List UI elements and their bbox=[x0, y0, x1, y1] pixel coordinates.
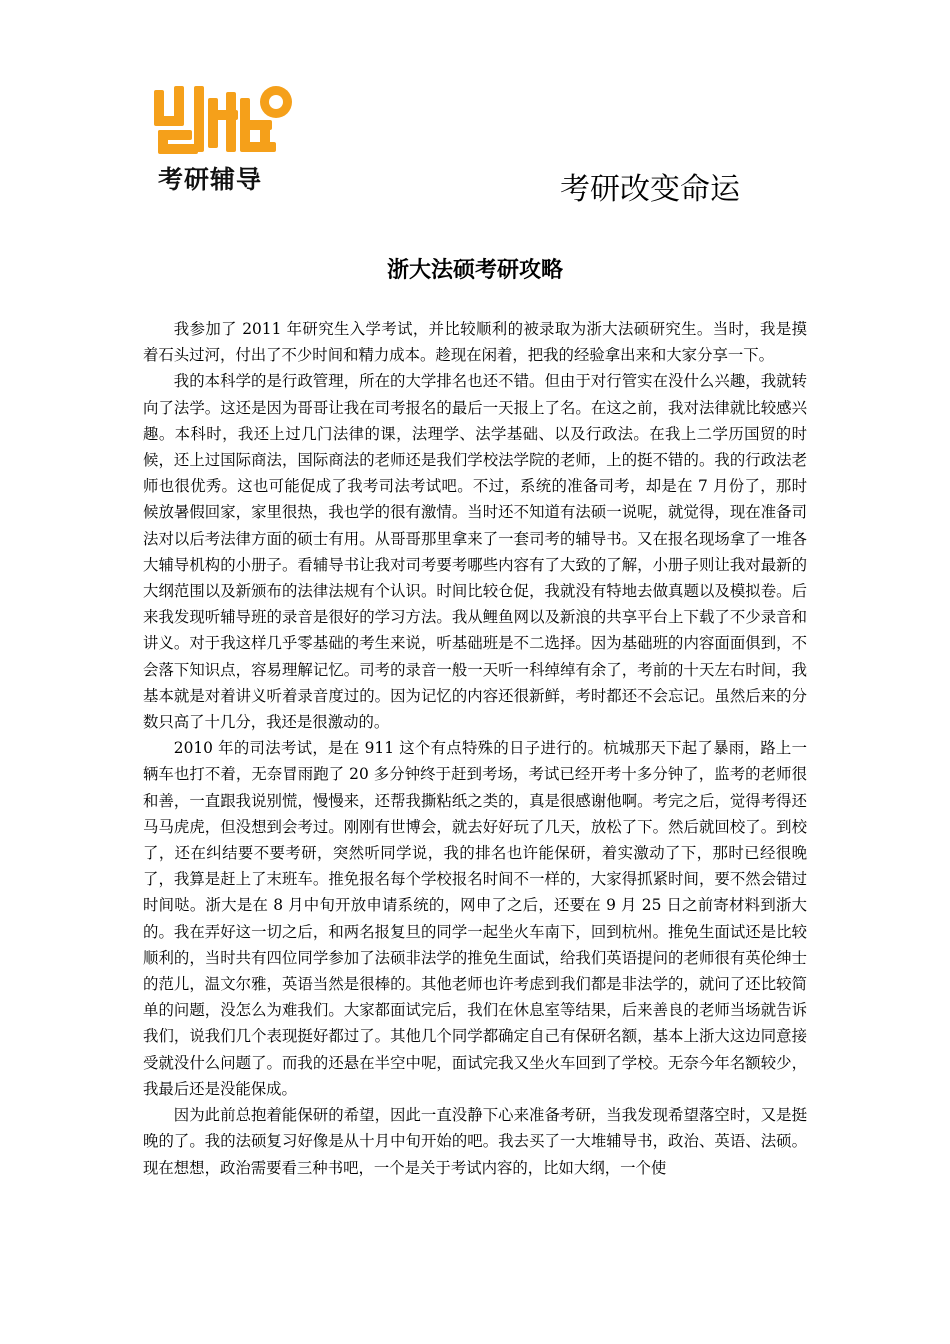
article-paragraph: 我的本科学的是行政管理，所在的大学排名也还不错。但由于对行管实在没什么兴趣，我就转向了法学。这还是因为哥哥让我在司考报名的最后一天报上了名。在这之前，我对法律就比较感兴趣。本科时，我还上过几门法律的课，法理学、法学基础、以及行政法。在我上二学历国贸的时候，还上过国际商法，国际商法的老师还是我们学校法学院的老师，上的挺不错的。我的行政法老师也很优秀。这也可能促成了我考司法考试吧。不过，系统的准备司考，却是在 7 月份了，那时候放暑假回家，家里很热，我也学的很有激情。当时还不知道有法硕一说呢，就觉得，现在准备司法对以后考法律方面的硕士有用。从哥哥那里拿来了一套司考的辅导书。又在报名现场拿了一堆各大辅导机构的小册子。看辅导书让我对司考要考哪些内容有了大致的了解，小册子则让我对最新的大纲范围以及新颁布的法律法规有个认识。时间比较仓促，我就没有特地去做真题以及模拟卷。后来我发现听辅导班的录音是很好的学习方法。我从鲤鱼网以及新浪的共享平台上下载了不少录音和讲义。对于我这样几乎零基础的考生来说，听基础班是不二选择。因为基础班的内容面面俱到，不会落下知识点，容易理解记忆。司考的录音一般一天听一科绰绰有余了，考前的十天左右时间，我基本就是对着讲义听着录音度过的。因为记忆的内容还很新鲜，考时都还不会忘记。虽然后来的分数只高了十几分，我还是很激动的。 bbox=[143, 372, 807, 732]
kaicheng-logo bbox=[150, 80, 302, 198]
article-body bbox=[143, 316, 807, 1181]
article-paragraph: 2010 年的司法考试，是在 911 这个有点特殊的日子进行的。杭城那天下起了暴雨，路上一辆车也打不着，无奈冒雨跑了 20 多分钟终于赶到考场，考试已经开考十多分钟了，监考的老师很和善，一直跟我说别慌，慢慢来，还帮我撕粘纸之类的，真是很感谢他啊。考完之后，觉得考得还马马虎虎，但没想到会考过。刚刚有世博会，就去好好玩了几天，放松了下。然后就回校了。到校了，还在纠结要不要考研，突然听同学说，我的排名也许能保研，着实激动了下，那时已经很晚了，我算是赶上了末班车。推免报名每个学校报名时间不一样的，大家得抓紧时间，要不然会错过时间哒。浙大是在 8 月中旬开放申请系统的，网申了之后，还要在 9 月 25 日之前寄材料到浙大的。我在弄好这一切之后，和两名报复旦的同学一起坐火车南下，回到杭州。推免生面试还是比较顺利的，当时共有四位同学参加了法硕非法学的推免生面试，给我们英语提问的老师很有英伦绅士的范儿，温文尔雅，英语当然是很棒的。其他老师也许考虑到我们都是非法学的，就问了还比较简单的问题，没怎么为难我们。大家都面试完后，我们在休息室等结果，后来善良的老师当场就告诉我们，说我们几个表现挺好都过了。其他几个同学都确定自己有保研名额，基本上浙大这边同意接受就没什么问题了。而我的还悬在半空中呢，面试完我又坐火车回到了学校。无奈今年名额较少，我最后还是没能保成。 bbox=[143, 739, 807, 1098]
logo-subtitle: 考研辅导 bbox=[158, 165, 263, 194]
article-title: 浙大法硕考研攻略 bbox=[386, 258, 563, 283]
article-paragraph: 因为此前总抱着能保研的希望，因此一直没静下心来准备考研，当我发现希望落空时，又是挺晚的了。我的法硕复习好像是从十月中旬开始的吧。我去买了一大堆辅导书，政治、英语、法硕。现在想想，政治需要看三种书吧，一个是关于考试内容的，比如大纲，一个使 bbox=[143, 1106, 807, 1177]
logo-mark bbox=[150, 80, 302, 160]
header-slogan: 考研改变命运 bbox=[560, 172, 740, 207]
article-paragraph: 我参加了 2011 年研究生入学考试，并比较顺利的被录取为浙大法硕研究生。当时，我是摸着石头过河，付出了不少时间和精力成本。趁现在闲着，把我的经验拿出来和大家分享一下。 bbox=[143, 320, 807, 365]
